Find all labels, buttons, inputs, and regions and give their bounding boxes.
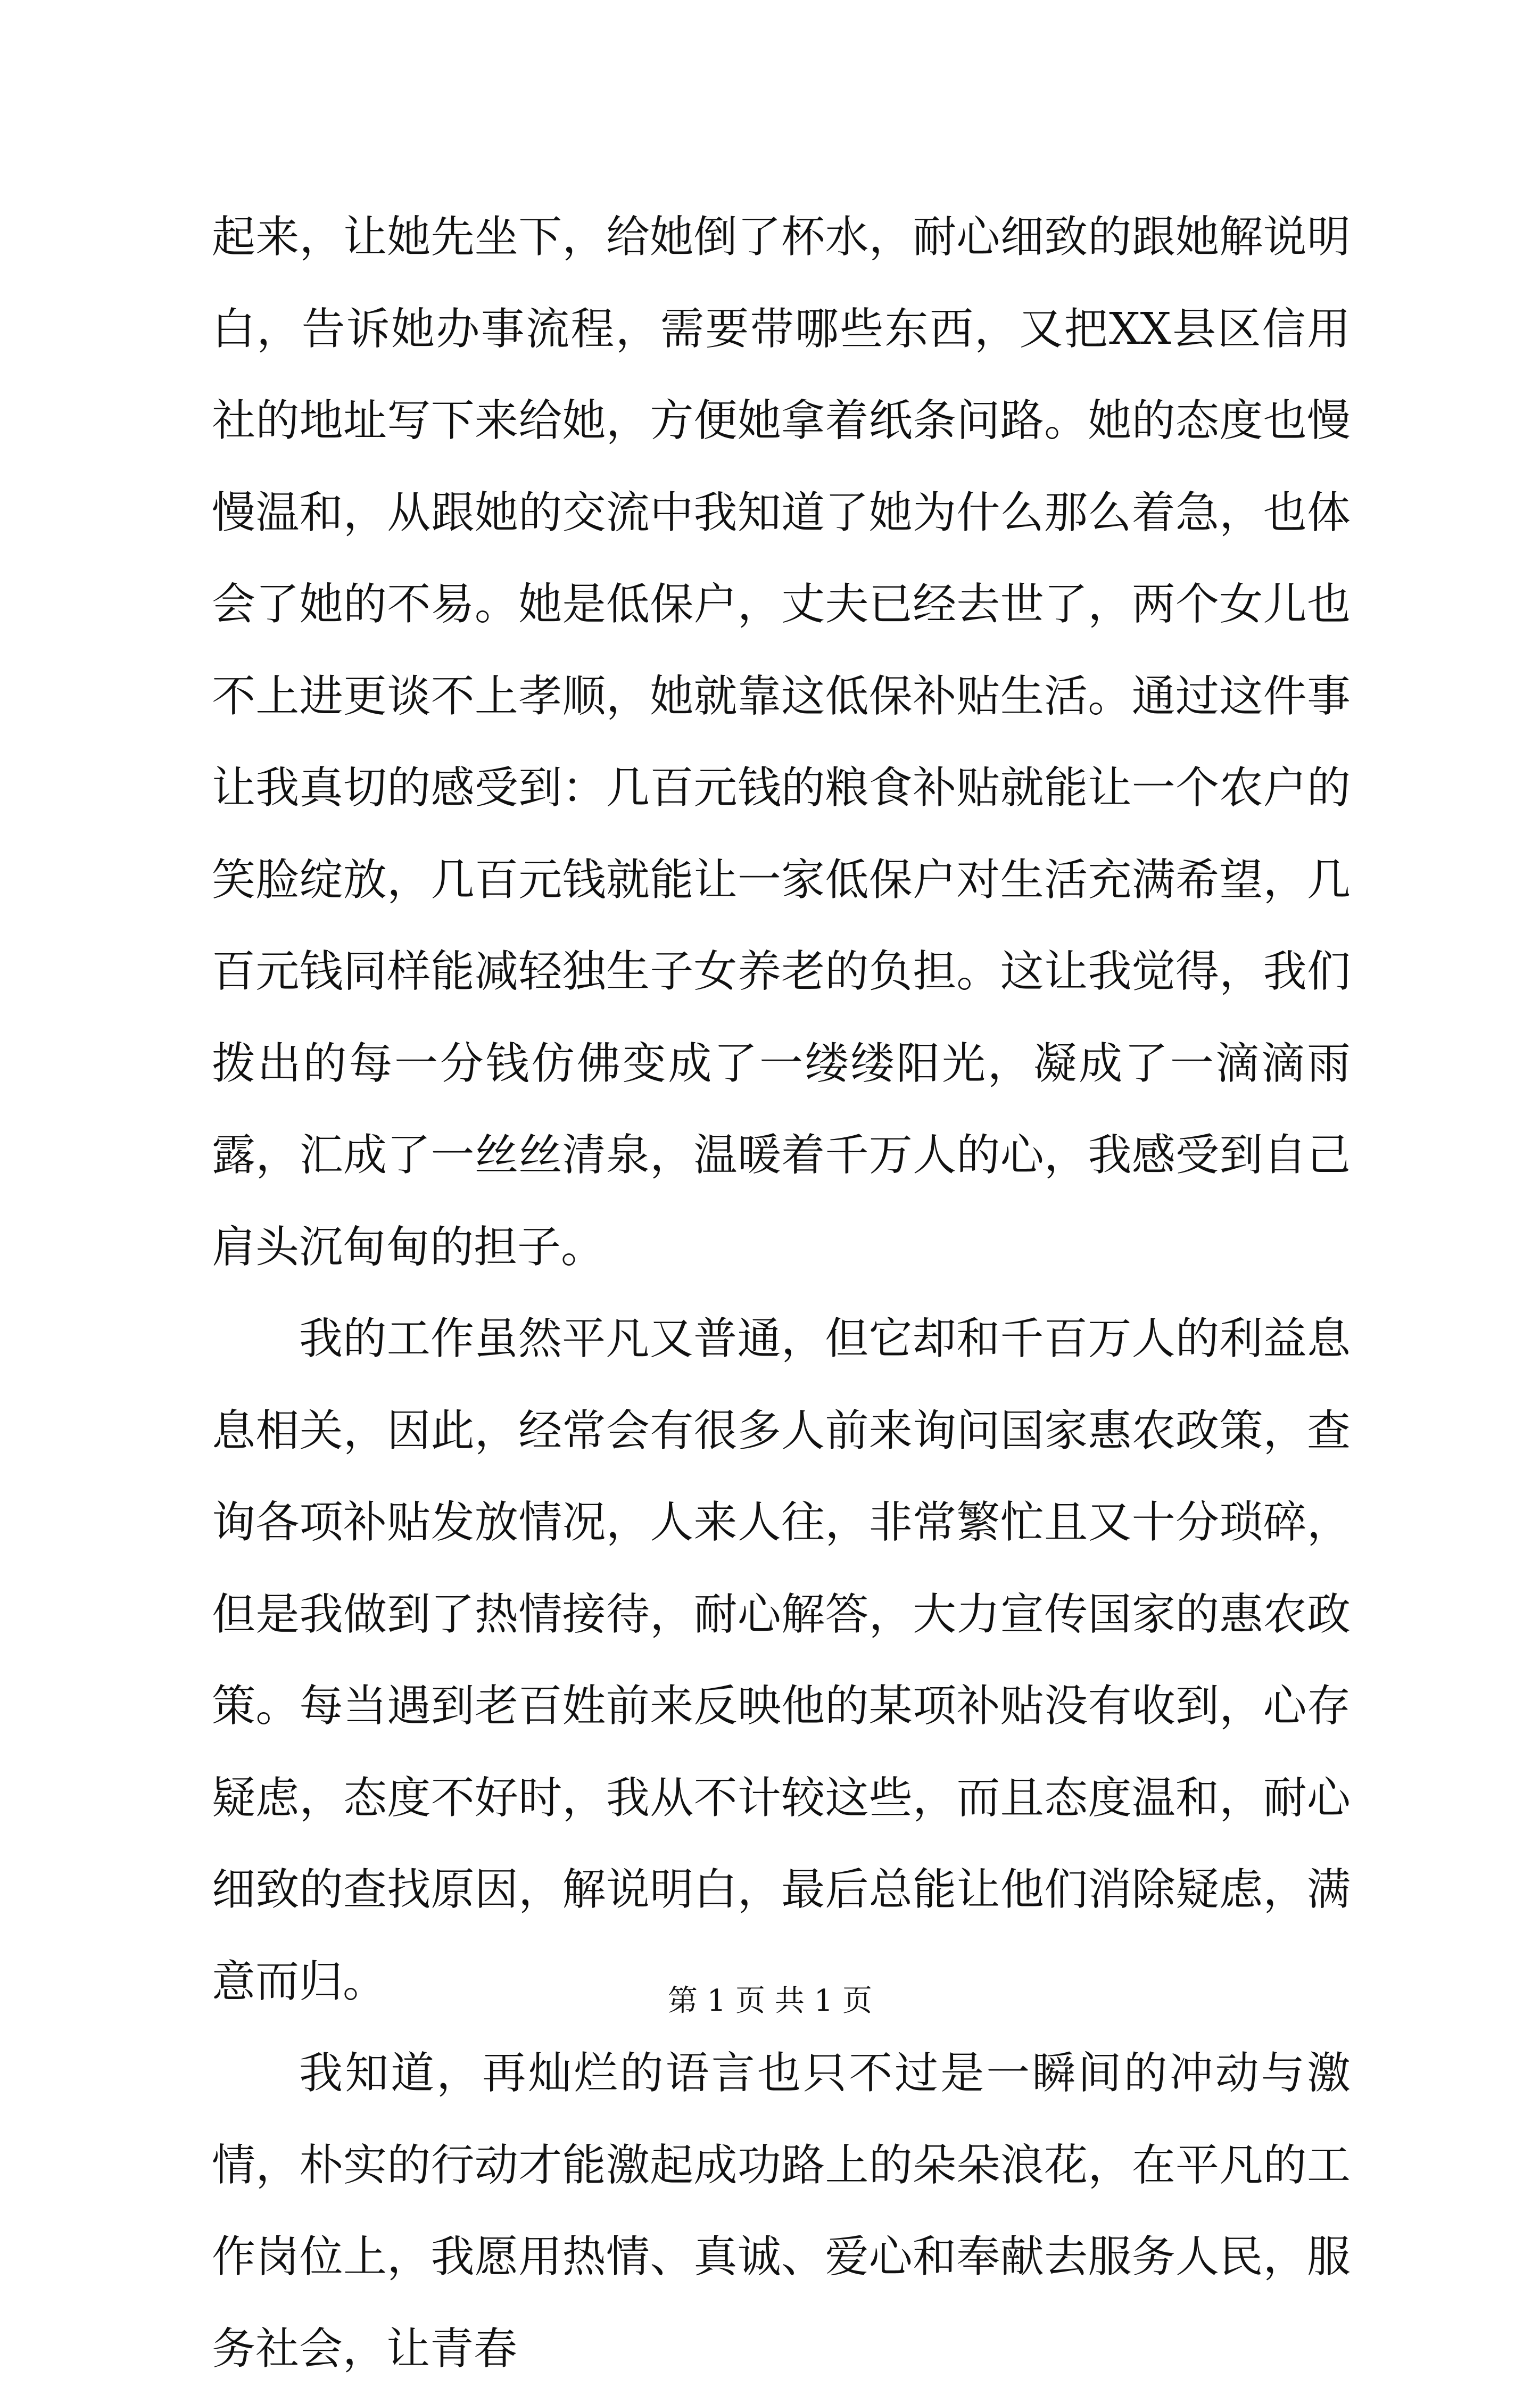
- page-number-footer: 第 1 页 共 1 页: [667, 1984, 873, 2018]
- document-body: [212, 192, 1351, 2395]
- paragraph-1: 起来，让她先坐下，给她倒了杯水，耐心细致的跟她解说明白，告诉她办事流程，需要带哪些东西，又把XX县区信用社的地址写下来给她，方便她拿着纸条问路。她的态度也慢慢温和，从跟她的交流中我知道了她为什么那么着急，也体会了她的不易。她是低保户，丈夫已经去世了，两个女儿也不上进更谈不上孝顺，她就靠这低保补贴生活。通过这件事让我真切的感受到：几百元钱的粮食补贴就能让一个农户的笑脸绽放，几百元钱就能让一家低保户对生活充满希望，几百元钱同样能减轻独生子女养老的负担。这让我觉得，我们拨出的每一分钱仿佛变成了一缕缕阳光，凝成了一滴滴雨露，汇成了一丝丝清泉，温暖着千万人的心，我感受到自己肩头沉甸甸的担子。: [212, 212, 1351, 1273]
- paragraph-3: 我知道，再灿烂的语言也只不过是一瞬间的冲动与激情，朴实的行动才能激起成功路上的朵朵浪花，在平凡的工作岗位上，我愿用热情、真诚、爱心和奉献去服务人民，服务社会，让青春: [212, 2048, 1351, 2374]
- paragraph-2: 我的工作虽然平凡又普通，但它却和千百万人的利益息息相关，因此，经常会有很多人前来询问国家惠农政策，查询各项补贴发放情况，人来人往，非常繁忙且又十分琐碎，但是我做到了热情接待，耐心解答，大力宣传国家的惠农政策。每当遇到老百姓前来反映他的某项补贴没有收到，心存疑虑，态度不好时，我从不计较这些，而且态度温和，耐心细致的查找原因，解说明白，最后总能让他们消除疑虑，满意而归。: [212, 1314, 1351, 2007]
